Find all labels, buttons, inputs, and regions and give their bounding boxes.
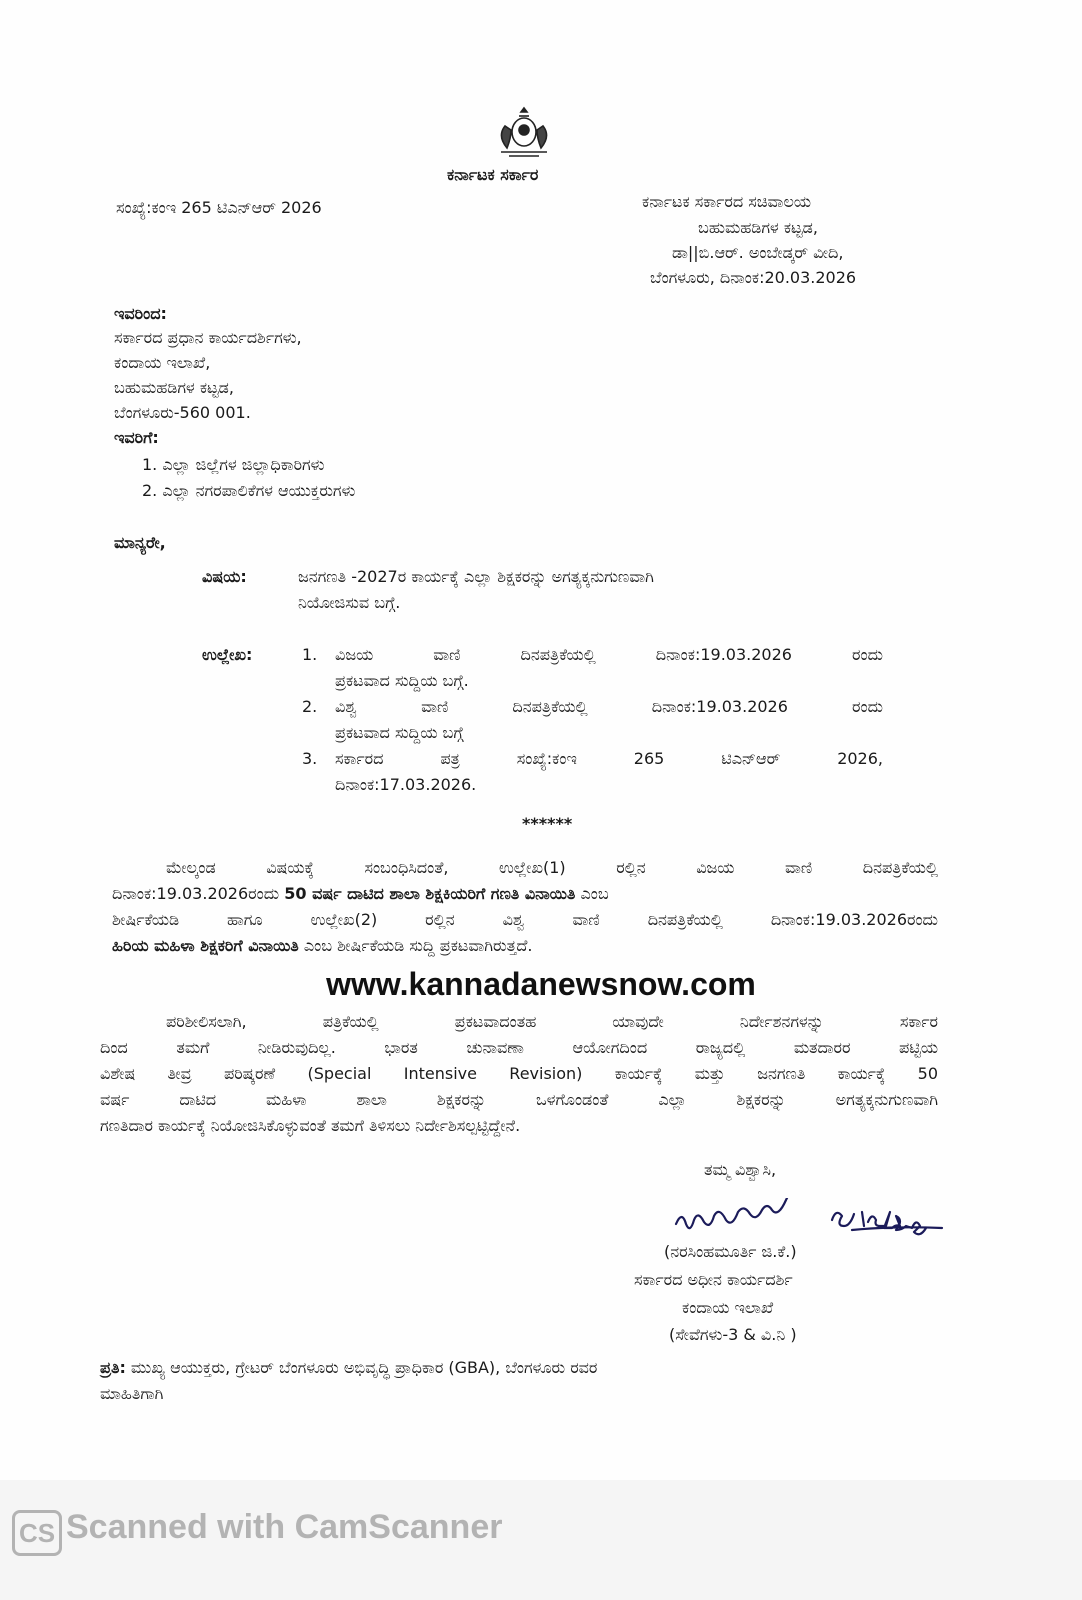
para2-line-1: ಪರಿಶೀಲಿಸಲಾಗಿ, ಪತ್ರಿಕೆಯಲ್ಲಿ ಪ್ರಕಟವಾದಂತಹ ಯಾವುದೇ ನಿರ್ದೇಶನಗಳನ್ನು ಸರ್ಕಾರ [166,1012,938,1031]
to-item-2: 2. ಎಲ್ಲಾ ನಗರಪಾಲಿಕೆಗಳ ಆಯುಕ್ತರುಗಳು [142,481,356,500]
subject-line-1: ಜನಗಣತಿ -2027ರ ಕಾರ್ಯಕ್ಕೆ ಎಲ್ಲಾ ಶಿಕ್ಷಕರನ್ನು ಅಗತ್ಯಕ್ಕನುಗುಣವಾಗಿ [298,567,654,586]
subject-line-2: ನಿಯೋಜಿಸುವ ಬಗ್ಗೆ. [298,593,401,612]
para2-line-2: ದಿಂದ ತಮಗೆ ನೀಡಿರುವುದಿಲ್ಲ. ಭಾರತ ಚುನಾವಣಾ ಆಯೋಗದಿಂದ ರಾಜ್ಯದಲ್ಲಿ ಮತದಾರರ ಪಟ್ಟಿಯ [100,1038,938,1057]
from-line-2: ಕಂದಾಯ ಇಲಾಖೆ, [114,353,211,372]
reference-item-3-line-2: ದಿನಾಂಕ:17.03.2026. [335,775,477,794]
to-item-1: 1. ಎಲ್ಲಾ ಜಿಲ್ಲೆಗಳ ಜಿಲ್ಲಾಧಿಕಾರಿಗಳು [142,455,325,474]
copy-recipient: ಮುಖ್ಯ ಆಯುಕ್ತರು, ಗ್ರೇಟರ್ ಬೆಂಗಳೂರು ಅಭಿವೃದ್ಧಿ ಪ್ರಾಧಿಕಾರ (GBA), ಬೆಂಗಳೂರು ರವರ [125,1358,598,1377]
website-watermark: www.kannadanewsnow.com [326,966,756,1002]
para2-line-5: ಗಣತಿದಾರ ಕಾರ್ಯಕ್ಕೆ ನಿಯೋಜಿಸಿಕೊಳ್ಳುವಂತೆ ತಮಗೆ ತಿಳಿಸಲು ನಿರ್ದೇಶಿಸಲ್ಪಟ್ಟಿದ್ದೇನೆ. [100,1116,521,1135]
reference-number: ಸಂಖ್ಯೆ:ಕಂಇ 265 ಟಿಎನ್‌ಆರ್ 2026 [116,198,322,217]
office-line-2: ಬಹುಮಹಡಿಗಳ ಕಟ್ಟಡ, [698,218,818,237]
para1-headline-1: 50 ವರ್ಷ ದಾಟಿದ ಶಾಲಾ ಶಿಕ್ಷಕಿಯರಿಗೆ ಗಣತಿ ವಿನಾಯಿತಿ [284,884,576,903]
para1-line-2-c: ಎಂಬ [575,884,609,903]
signatory-section: (ಸೇವೆಗಳು-3 & ವಿ.ನಿ ) [669,1325,797,1344]
para2-line-4: ವರ್ಷ ದಾಟಿದ ಮಹಿಳಾ ಶಾಲಾ ಶಿಕ್ಷಕರನ್ನು ಒಳಗೊಂಡಂತೆ ಎಲ್ಲಾ ಶಿಕ್ಷಕರನ್ನು ಅಗತ್ಯಕ್ಕನುಗುಣವಾಗಿ [100,1090,938,1109]
office-date: ಬೆಂಗಳೂರು, ದಿನಾಂಕ:20.03.2026 [650,268,857,287]
reference-item-2-line-2: ಪ್ರಕಟವಾದ ಸುದ್ದಿಯ ಬಗ್ಗೆ [335,723,464,742]
closing: ತಮ್ಮ ವಿಶ್ವಾಸಿ, [704,1160,777,1179]
para1-line-4 [112,936,532,956]
signatory-name: (ನರಸಿಂಹಮೂರ್ತಿ ಜಿ.ಕೆ.) [664,1242,797,1261]
reference-num-1: 1. [302,645,318,664]
para1-line-2-a: ದಿನಾಂಕ:19.03.2026ರಂದು [112,884,285,903]
reference-item-1-line-1: ವಿಜಯ ವಾಣಿ ದಿನಪತ್ರಿಕೆಯಲ್ಲಿ ದಿನಾಂಕ:19.03.2026 ರಂದು [335,645,883,664]
subject-label: ವಿಷಯ: [202,567,247,586]
camscanner-logo-icon: CS [12,1510,62,1556]
office-line-3: ಡಾ||ಬಿ.ಆರ್. ಅಂಬೇಡ್ಕರ್ ವೀದಿ, [672,243,844,262]
to-label: ಇವರಿಗೆ: [114,428,159,447]
reference-item-2-line-1: ವಿಶ್ವ ವಾಣಿ ದಿನಪತ್ರಿಕೆಯಲ್ಲಿ ದಿನಾಂಕ:19.03.2026 ರಂದು [335,697,883,716]
camscanner-label: Scanned with CamScanner [66,1508,503,1546]
para2-line-3: ವಿಶೇಷ ತೀವ್ರ ಪರಿಷ್ಕರಣೆ (Special Intensive Revision) ಕಾರ್ಯಕ್ಕೆ ಮತ್ತು ಜನಗಣತಿ ಕಾರ್ಯಕ್ಕೆ 50 [100,1064,938,1083]
copy-line-1 [100,1358,597,1378]
para1-line-4-b: ಎಂಬ ಶೀರ್ಷಿಕೆಯಡಿ ಸುದ್ದಿ ಪ್ರಕಟವಾಗಿರುತ್ತದೆ. [298,936,533,955]
separator: ****** [522,814,573,833]
from-line-3: ಬಹುಮಹಡಿಗಳ ಕಟ್ಟಡ, [114,378,234,397]
reference-num-3: 3. [302,749,318,768]
salutation: ಮಾನ್ಯರೇ, [114,533,166,552]
reference-item-1-line-2: ಪ್ರಕಟವಾದ ಸುದ್ದಿಯ ಬಗ್ಗೆ. [335,671,469,690]
copy-label: ಪ್ರತಿ: [100,1358,126,1377]
signatory-department: ಕಂದಾಯ ಇಲಾಖೆ [682,1298,774,1317]
karnataka-emblem-icon [493,104,555,162]
copy-line-2: ಮಾಹಿತಿಗಾಗಿ [100,1384,164,1403]
reference-item-3-line-1: ಸರ್ಕಾರದ ಪತ್ರ ಸಂಖ್ಯೆ:ಕಂಇ 265 ಟಿಎನ್‌ಆರ್ 2026, [335,749,883,768]
from-label: ಇವರಿಂದ: [114,304,167,323]
para1-line-2 [112,884,938,904]
handwritten-signature [672,1198,992,1242]
reference-num-2: 2. [302,697,318,716]
office-line-1: ಕರ್ನಾಟಕ ಸರ್ಕಾರದ ಸಚಿವಾಲಯ [642,192,811,211]
from-line-1: ಸರ್ಕಾರದ ಪ್ರಧಾನ ಕಾರ್ಯದರ್ಶಿಗಳು, [114,328,302,347]
reference-label: ಉಲ್ಲೇಖ: [202,645,253,664]
para1-line-1: ಮೇಲ್ಕಂಡ ವಿಷಯಕ್ಕೆ ಸಂಬಂಧಿಸಿದಂತೆ, ಉಲ್ಲೇಖ(1) ರಲ್ಲಿನ ವಿಜಯ ವಾಣಿ ದಿನಪತ್ರಿಕೆಯಲ್ಲಿ [166,858,938,877]
from-line-4: ಬೆಂಗಳೂರು-560 001. [114,403,251,422]
government-title: ಕರ್ನಾಟಕ ಸರ್ಕಾರ [447,165,539,184]
para1-headline-2: ಹಿರಿಯ ಮಹಿಳಾ ಶಿಕ್ಷಕರಿಗೆ ವಿನಾಯಿತಿ [112,936,299,955]
signatory-designation: ಸರ್ಕಾರದ ಅಧೀನ ಕಾರ್ಯದರ್ಶಿ [634,1270,793,1289]
para1-line-3: ಶೀರ್ಷಿಕೆಯಡಿ ಹಾಗೂ ಉಲ್ಲೇಖ(2) ರಲ್ಲಿನ ವಿಶ್ವ ವಾಣಿ ದಿನಪತ್ರಿಕೆಯಲ್ಲಿ ದಿನಾಂಕ:19.03.2026ರಂದು [112,910,938,929]
